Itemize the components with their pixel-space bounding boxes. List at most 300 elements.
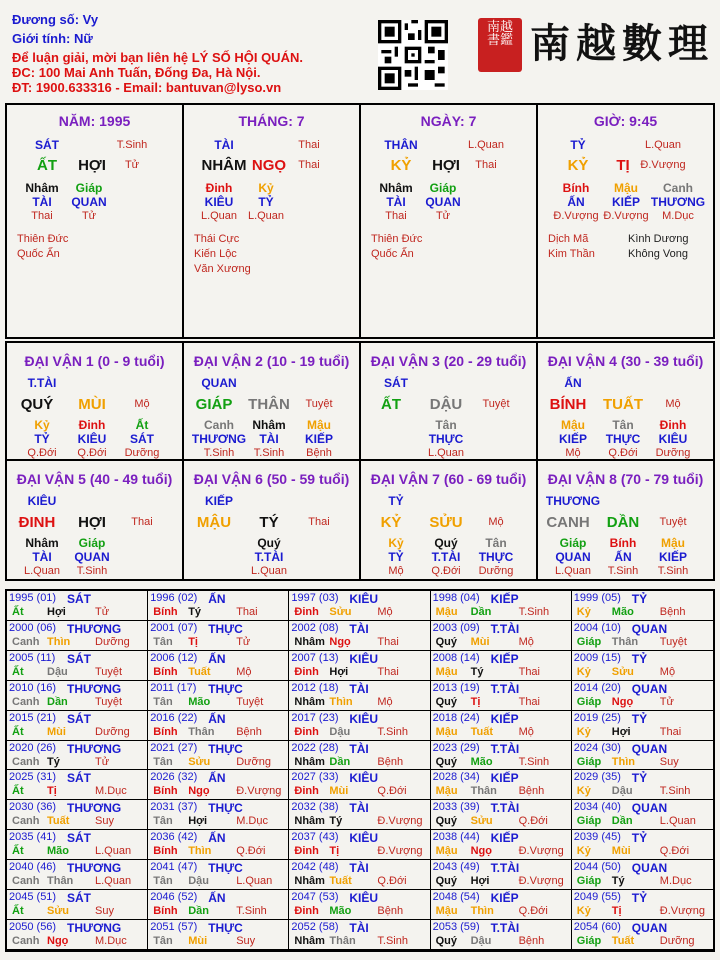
dv-hidden-god: THỰC	[428, 432, 464, 446]
dv-stem: CANH	[546, 514, 590, 531]
year-stem: Ất	[12, 845, 24, 858]
pillar-star: T.Sinh	[116, 139, 148, 151]
year-label: 2011 (17)	[150, 681, 197, 694]
dv-god: THƯƠNG	[545, 494, 601, 508]
year-label: 2039 (45)	[573, 831, 621, 844]
qr-code-icon[interactable]	[378, 20, 448, 90]
year-state: Đ.Vượng	[659, 905, 705, 918]
year-label: 2047 (53)	[291, 891, 339, 904]
year-label: 2013 (19)	[432, 681, 480, 694]
year-label: 2033 (39)	[432, 801, 480, 814]
year-label: 2006 (12)	[150, 651, 198, 664]
dv-stem: MẬU	[196, 514, 232, 531]
dv-god: ẤN	[564, 376, 582, 390]
year-branch: Thân	[329, 935, 356, 948]
year-stem: Tân	[153, 635, 173, 648]
year-god: THỰC	[208, 741, 243, 756]
year-stem: Bính	[153, 785, 178, 798]
dai-van-2	[184, 343, 361, 459]
pillar-1	[184, 105, 361, 337]
year-branch: Mão	[188, 695, 211, 708]
four-pillars	[5, 103, 715, 339]
year-stem: Bính	[153, 905, 178, 918]
year-branch: Ngọ	[470, 845, 492, 858]
dv-hidden-stem: Ất	[135, 418, 149, 432]
year-god: THƯƠNG	[67, 801, 122, 816]
year-god: ẤN	[208, 592, 226, 606]
contact-line-3: ĐT: 1900.633316 - Email: bantuvan@lyso.vn	[12, 80, 282, 95]
year-label: 1996 (02)	[150, 592, 198, 604]
year-god: KIẾP	[490, 771, 519, 786]
dv-stem: ẤT	[381, 396, 401, 413]
hidden-god: TÀI	[386, 195, 406, 209]
year-state: Thai	[236, 606, 258, 618]
dv-stem: BÍNH	[549, 396, 587, 413]
year-stem: Đinh	[294, 905, 319, 918]
year-branch: Tý	[470, 665, 484, 678]
dai-van-title: ĐẠI VẬN 5 (40 - 49 tuổi)	[16, 471, 173, 487]
year-label: 2003 (09)	[432, 621, 480, 634]
year-god: QUAN	[631, 801, 668, 816]
dv-hidden-state: L.Quan	[250, 565, 288, 577]
year-stem: Ất	[12, 905, 24, 918]
year-god: SÁT	[67, 831, 91, 846]
year-label: 2030 (36)	[9, 801, 57, 814]
dv-hidden-god: TỶ	[34, 432, 50, 446]
year-stem: Tân	[153, 935, 173, 948]
dai-van-title: ĐẠI VẬN 1 (0 - 9 tuổi)	[24, 353, 165, 369]
year-branch: Mùi	[188, 935, 208, 948]
year-cell	[572, 830, 713, 860]
dv-hidden-stem: Tân	[612, 418, 634, 432]
year-branch: Thìn	[329, 695, 353, 708]
star-item: Thái Cực	[194, 233, 240, 245]
year-stem: Giáp	[576, 695, 602, 708]
year-god: SÁT	[67, 891, 91, 906]
year-branch: Tý	[611, 875, 625, 888]
year-branch: Ngọ	[329, 635, 351, 648]
year-label: 2027 (33)	[291, 771, 339, 784]
year-state: Suy	[95, 905, 114, 918]
contact-line-1: Để luận giải, mời bạn liên hệ LÝ SỐ HỘI QUÁN.	[12, 50, 303, 65]
year-state: Dưỡng	[95, 725, 130, 738]
pillar-3	[538, 105, 713, 337]
year-label: 2040 (46)	[9, 861, 57, 874]
dai-van-title: ĐẠI VẬN 7 (60 - 69 tuổi)	[370, 471, 527, 487]
pillar-branch: NGỌ	[251, 157, 287, 174]
dv-state: Thai	[308, 516, 330, 528]
year-stem: Giáp	[576, 935, 602, 948]
year-state: Q.Đới	[236, 845, 266, 858]
dv-god: QUAN	[201, 376, 237, 390]
gender-line: Giới tính: Nữ	[12, 31, 93, 46]
dv-hidden-god: KIẾP	[558, 432, 587, 446]
year-stem: Ất	[12, 725, 24, 738]
dv-god: KIÊU	[27, 494, 57, 508]
year-god: THỰC	[208, 681, 243, 696]
dv-state: Mộ	[134, 398, 150, 410]
stars-col-1	[17, 232, 68, 262]
year-cell	[572, 741, 713, 771]
year-stem: Kỷ	[576, 845, 591, 858]
year-label: 2001 (07)	[150, 621, 198, 634]
year-state: Bệnh	[518, 935, 545, 948]
pillar-stem: ẤT	[37, 157, 57, 174]
year-god: SÁT	[67, 651, 91, 666]
year-cell	[431, 651, 572, 681]
year-label: 2019 (25)	[573, 711, 621, 724]
dv-stem: QUÝ	[20, 396, 54, 413]
year-label: 2024 (30)	[573, 741, 621, 754]
year-branch: Thìn	[470, 905, 494, 918]
year-state: Q.Đới	[377, 785, 407, 798]
dv-hidden-state: Mộ	[388, 565, 404, 577]
year-label: 2021 (27)	[150, 741, 198, 754]
year-cell	[7, 890, 148, 920]
year-state: T.Sinh	[377, 725, 408, 738]
year-cell	[148, 860, 289, 890]
year-cell	[572, 860, 713, 890]
dv-hidden-state: T.Sinh	[76, 565, 108, 577]
year-state: Q.Đới	[377, 875, 407, 888]
pillar-star: L.Quan	[644, 139, 682, 151]
dv-branch: SỬU	[429, 514, 463, 531]
pillar-0	[7, 105, 184, 337]
year-god: QUAN	[631, 681, 668, 696]
year-state: Tuyệt	[95, 665, 123, 678]
year-stem: Kỷ	[576, 725, 591, 738]
year-label: 2041 (47)	[150, 861, 198, 874]
year-stem: Bính	[153, 845, 178, 858]
year-branch: Mùi	[470, 635, 490, 648]
year-cell	[289, 681, 430, 711]
year-branch: Tuất	[329, 875, 352, 888]
year-cell	[289, 741, 430, 771]
year-god: SÁT	[67, 592, 91, 606]
year-label: 2012 (18)	[291, 681, 339, 694]
year-stem: Giáp	[576, 815, 602, 828]
year-state: Thai	[518, 695, 540, 708]
star-item: Kiến Lộc	[194, 248, 237, 260]
year-cell	[148, 651, 289, 681]
hidden-god: KIÊU	[204, 195, 234, 209]
year-label: 2031 (37)	[150, 801, 198, 814]
hidden-state: Đ.Vượng	[553, 210, 599, 222]
contact-line-2: ĐC: 100 Mai Anh Tuấn, Đống Đa, Hà Nội.	[12, 65, 261, 80]
dai-van-title: ĐẠI VẬN 6 (50 - 59 tuổi)	[193, 471, 350, 487]
hidden-god: ẤN	[567, 195, 585, 209]
year-state: Mộ	[377, 606, 393, 618]
year-state: Q.Đới	[659, 845, 690, 858]
year-branch: Mão	[329, 905, 352, 918]
year-label: 2005 (11)	[9, 651, 56, 664]
year-god: SÁT	[67, 771, 91, 786]
dai-van-3	[361, 343, 538, 459]
dai-van-title: ĐẠI VẬN 3 (20 - 29 tuổi)	[370, 353, 527, 369]
dv-hidden-stem: Mậu	[561, 418, 585, 432]
star-item: Thiên Đức	[371, 233, 423, 245]
year-state: M.Dục	[659, 875, 692, 888]
brand-title: 南越數理	[530, 20, 714, 67]
year-cell	[7, 830, 148, 860]
year-god: KIẾP	[490, 592, 519, 606]
year-stem: Kỷ	[576, 606, 591, 618]
year-cell	[7, 741, 148, 771]
year-branch: Dậu	[188, 875, 209, 888]
year-branch: Dậu	[470, 935, 492, 948]
year-label: 2018 (24)	[432, 711, 480, 724]
year-stem: Đinh	[294, 665, 319, 678]
dv-hidden-god: KIÊU	[658, 432, 688, 446]
year-branch: Tý	[47, 755, 60, 768]
year-cell	[148, 770, 289, 800]
year-stem: Canh	[12, 875, 40, 888]
star-item: Thiên Đức	[17, 233, 69, 245]
year-branch: Thân	[611, 635, 639, 648]
year-stem: Tân	[153, 875, 173, 888]
dv-hidden-state: L.Quan	[427, 447, 465, 459]
year-branch: Hợi	[188, 815, 208, 828]
year-cell	[289, 920, 430, 950]
year-state: Suy	[659, 755, 679, 768]
year-god: TÀI	[349, 921, 369, 936]
year-branch: Dần	[188, 905, 209, 918]
year-god: ẤN	[208, 651, 226, 666]
year-stem: Quý	[435, 815, 457, 828]
year-branch: Tuất	[470, 725, 493, 738]
year-branch: Dậu	[611, 785, 633, 798]
year-stem: Tân	[153, 815, 173, 828]
dv-stem: GIÁP	[195, 396, 233, 413]
stars-col-2	[628, 232, 688, 262]
year-cell	[572, 770, 713, 800]
stars-col-1	[371, 232, 422, 262]
dv-hidden-state: T.Sinh	[607, 565, 639, 577]
dv-god: TỶ	[388, 494, 404, 508]
year-god: THƯƠNG	[67, 681, 122, 696]
year-stem: Giáp	[576, 875, 602, 888]
header	[0, 0, 720, 100]
year-label: 2044 (50)	[573, 861, 621, 874]
hidden-god: THƯƠNG	[650, 195, 706, 209]
year-branch: Mão	[47, 845, 69, 858]
year-branch: Sửu	[47, 905, 70, 918]
year-god: KIÊU	[349, 592, 379, 606]
year-god: T.TÀI	[490, 801, 520, 816]
year-label: 2054 (60)	[573, 921, 621, 934]
year-state: Tử	[95, 606, 110, 618]
year-label: 2015 (21)	[9, 711, 57, 724]
year-state: M.Dục	[95, 785, 127, 798]
year-branch: Dần	[470, 606, 492, 618]
year-state: T.Sinh	[518, 606, 550, 618]
dai-van-5	[7, 461, 184, 579]
year-god: QUAN	[631, 921, 668, 936]
pillar-branch: HỢI	[432, 157, 460, 174]
pillar-state: Thai	[475, 159, 497, 171]
year-god: THƯƠNG	[67, 621, 122, 636]
year-cell	[572, 920, 713, 950]
year-state: T.Sinh	[518, 755, 550, 768]
dv-hidden-stem: Kỷ	[388, 536, 404, 550]
dv-hidden-stem: Mậu	[307, 418, 331, 432]
dv-state: Thai	[131, 516, 153, 528]
year-god: KIÊU	[349, 711, 379, 726]
year-state: Thai	[377, 665, 399, 678]
year-state: Bệnh	[659, 606, 686, 618]
year-cell	[289, 770, 430, 800]
year-god: TÀI	[349, 741, 369, 756]
stars-col-1	[548, 232, 595, 262]
hidden-stem: Đinh	[205, 181, 233, 195]
dv-hidden-god: TỶ	[388, 550, 404, 564]
dv-hidden-god: SÁT	[130, 432, 154, 446]
star-item: Dịch Mã	[548, 233, 589, 245]
year-cell	[431, 681, 572, 711]
dv-hidden-stem: Kỷ	[34, 418, 50, 432]
dv-hidden-state: Dưỡng	[478, 565, 514, 577]
year-label: 2046 (52)	[150, 891, 198, 904]
year-stem: Mậu	[435, 665, 458, 678]
year-label: 2007 (13)	[291, 651, 339, 664]
year-cell	[289, 860, 430, 890]
year-god: TỶ	[631, 891, 648, 906]
hidden-stem: Canh	[663, 181, 693, 195]
year-stem: Mậu	[435, 785, 458, 798]
year-branch: Dần	[329, 755, 351, 768]
hidden-god: KIẾP	[611, 195, 640, 209]
year-branch: Tị	[611, 905, 622, 918]
year-cell	[7, 920, 148, 950]
year-label: 2022 (28)	[291, 741, 339, 754]
year-stem: Nhâm	[294, 635, 325, 648]
year-label: 2004 (10)	[573, 621, 621, 634]
dai-van-1	[7, 343, 184, 459]
year-god: SÁT	[67, 711, 91, 726]
year-branch: Thìn	[188, 845, 212, 858]
year-stem: Nhâm	[294, 815, 325, 828]
dv-hidden-state: L.Quan	[23, 565, 61, 577]
year-branch: Ngọ	[611, 695, 634, 708]
year-stem: Quý	[435, 635, 457, 648]
year-cell	[431, 920, 572, 950]
dv-hidden-state: Mộ	[565, 447, 581, 459]
year-branch: Thìn	[611, 755, 636, 768]
year-god: KIÊU	[349, 771, 379, 786]
year-stem: Kỷ	[576, 665, 591, 678]
dv-god: KIẾP	[204, 494, 233, 508]
year-state: Mộ	[659, 665, 676, 678]
year-cell	[289, 711, 430, 741]
year-stem: Quý	[435, 755, 457, 768]
year-label: 2020 (26)	[9, 741, 57, 754]
year-stem: Bính	[153, 606, 178, 618]
year-branch: Sửu	[611, 665, 634, 678]
year-state: Thai	[518, 665, 540, 678]
dai-van-6	[184, 461, 361, 579]
dv-hidden-stem: Nhâm	[252, 418, 286, 432]
year-cell	[148, 711, 289, 741]
year-stem: Nhâm	[294, 695, 325, 708]
year-god: ẤN	[208, 711, 226, 726]
dv-state: Mộ	[488, 516, 504, 528]
hidden-stem: Nhâm	[25, 181, 59, 195]
year-branch: Hợi	[329, 665, 349, 678]
year-god: T.TÀI	[490, 861, 520, 876]
star-item: Văn Xương	[194, 263, 251, 275]
year-cell	[431, 830, 572, 860]
hidden-state: Thai	[385, 210, 407, 222]
year-state: Q.Đới	[518, 905, 548, 918]
year-god: KIẾP	[490, 711, 519, 726]
year-god: KIÊU	[349, 891, 379, 906]
dv-hidden-god: THƯƠNG	[191, 432, 247, 446]
year-state: Tuyệt	[95, 695, 123, 708]
year-cell	[572, 890, 713, 920]
year-stem: Đinh	[294, 725, 319, 738]
year-god: T.TÀI	[490, 741, 520, 756]
year-stem: Tân	[153, 755, 173, 768]
dv-hidden-stem: Mậu	[661, 536, 685, 550]
hidden-state: Thai	[31, 210, 53, 222]
dv-hidden-state: Dưỡng	[124, 447, 160, 459]
year-god: TỶ	[631, 651, 648, 666]
star-item: Quốc Ấn	[371, 248, 414, 260]
year-state: Đ.Vượng	[518, 875, 564, 888]
year-god: QUAN	[631, 741, 668, 756]
year-state: Bệnh	[236, 725, 262, 738]
year-branch: Thân	[47, 875, 74, 888]
hidden-stem: Kỷ	[258, 181, 274, 195]
year-state: Thai	[377, 635, 399, 648]
dv-hidden-state: Q.Đới	[608, 447, 638, 459]
hidden-god: QUAN	[71, 195, 107, 209]
year-label: 1998 (04)	[432, 592, 480, 604]
dv-hidden-god: TÀI	[259, 432, 279, 446]
dv-hidden-stem: Quý	[257, 536, 281, 550]
dv-hidden-stem: Bính	[609, 536, 637, 550]
year-label: 2025 (31)	[9, 771, 57, 784]
dv-hidden-state: T.Sinh	[203, 447, 235, 459]
dv-state: Tuyệt	[659, 516, 687, 528]
dv-hidden-god: TÀI	[32, 550, 52, 564]
year-god: TỶ	[631, 771, 648, 786]
pillar-branch: HỢI	[78, 157, 106, 174]
year-branch: Ngọ	[47, 935, 69, 948]
pillar-stem: KỶ	[390, 157, 412, 174]
hidden-state: Đ.Vượng	[603, 210, 649, 222]
pillar-branch: TỊ	[616, 157, 630, 174]
year-stem: Tân	[153, 695, 173, 708]
dv-hidden-god: KIÊU	[77, 432, 107, 446]
year-label: 2016 (22)	[150, 711, 198, 724]
star-item: Không Vong	[628, 248, 688, 260]
year-state: T.Sinh	[377, 935, 408, 948]
pillar-2	[361, 105, 538, 337]
year-god: QUAN	[631, 861, 668, 876]
year-stem: Giáp	[576, 635, 602, 648]
year-god: THỰC	[208, 621, 243, 636]
year-stem: Mậu	[435, 606, 458, 618]
year-cell	[148, 621, 289, 651]
hidden-god: TỶ	[258, 195, 274, 209]
year-cell	[431, 711, 572, 741]
pillar-title: NGÀY: 7	[420, 113, 477, 129]
year-branch: Ngọ	[188, 785, 210, 798]
year-stem: Canh	[12, 695, 40, 708]
year-god: TÀI	[349, 861, 369, 876]
year-label: 1997 (03)	[291, 592, 339, 604]
